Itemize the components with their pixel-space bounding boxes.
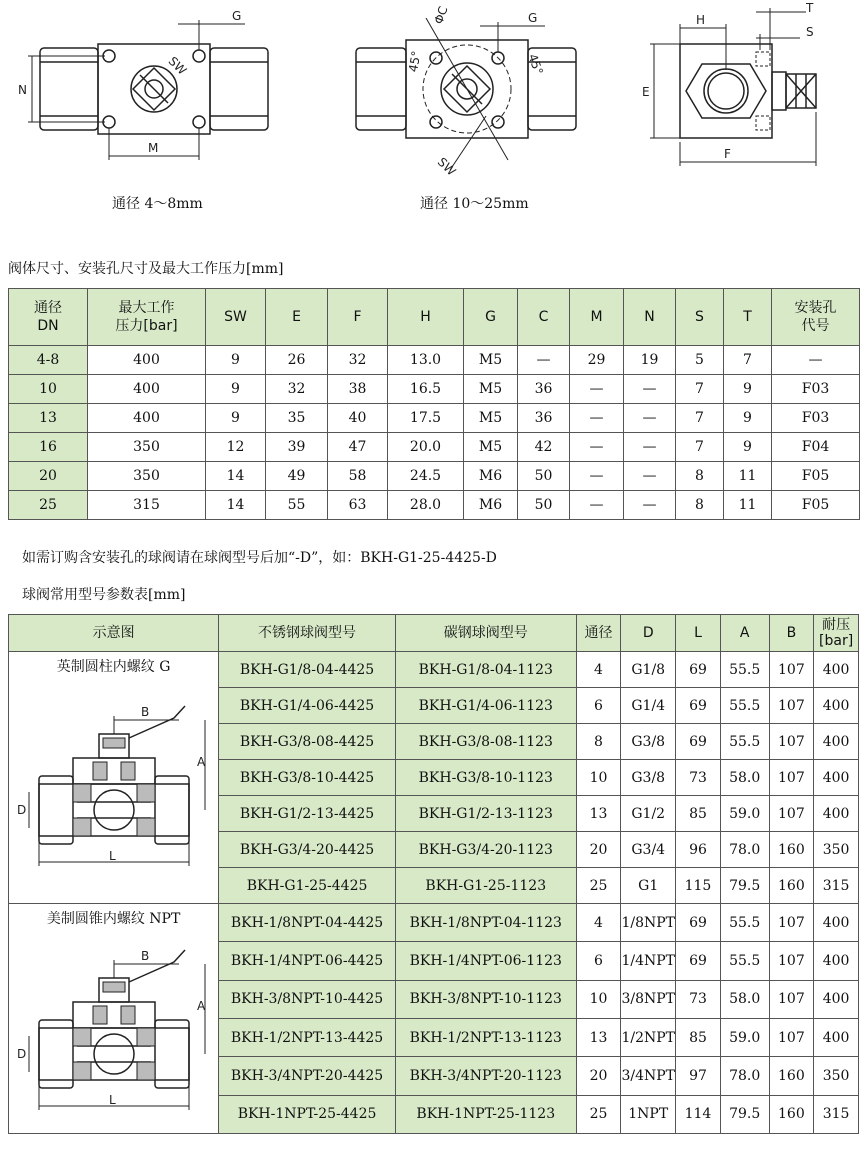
table-cell: 4 bbox=[576, 652, 621, 688]
table-cell: 73 bbox=[676, 980, 721, 1018]
table-cell: 59.0 bbox=[720, 796, 769, 832]
table-cell: 7 bbox=[676, 404, 724, 433]
table-cell: 350 bbox=[88, 462, 206, 491]
table-cell: 36 bbox=[518, 375, 570, 404]
caption-fig2: 通径 10～25mm bbox=[420, 196, 529, 212]
table-cell: F04 bbox=[772, 433, 860, 462]
valve-drawing-4-8mm bbox=[0, 0, 290, 215]
table-row bbox=[9, 404, 860, 433]
table-cell: BKH-G3/8-08-1123 bbox=[395, 724, 576, 760]
table-row bbox=[9, 491, 860, 520]
table-cell: 9 bbox=[206, 404, 266, 433]
table-cell: BKH-1NPT-25-4425 bbox=[219, 1095, 396, 1133]
table-cell: 1/4NPT bbox=[621, 942, 676, 980]
header-b: B bbox=[769, 615, 814, 652]
table-cell: 4 bbox=[576, 904, 621, 942]
table-cell: 59.0 bbox=[720, 1018, 769, 1056]
table-cell: BKH-G1/2-13-4425 bbox=[219, 796, 396, 832]
table-cell: 7 bbox=[724, 346, 772, 375]
table-cell: BKH-1/4NPT-06-4425 bbox=[219, 942, 396, 980]
table-cell: G3/4 bbox=[621, 832, 676, 868]
table-cell: 8 bbox=[676, 491, 724, 520]
table-cell: 26 bbox=[266, 346, 328, 375]
table-cell: M5 bbox=[464, 433, 518, 462]
table-cell: 50 bbox=[518, 491, 570, 520]
table-cell: 5 bbox=[676, 346, 724, 375]
table-cell: 40 bbox=[328, 404, 388, 433]
table-cell: 32 bbox=[328, 346, 388, 375]
table-cell: 13 bbox=[576, 1018, 621, 1056]
table-cell: 160 bbox=[769, 1095, 814, 1133]
header-n: N bbox=[624, 289, 676, 346]
table-cell: 107 bbox=[769, 980, 814, 1018]
table-cell: BKH-1/8NPT-04-4425 bbox=[219, 904, 396, 942]
table-cell: 20.0 bbox=[388, 433, 464, 462]
table-cell: BKH-G3/8-08-4425 bbox=[219, 724, 396, 760]
table-cell: — bbox=[518, 346, 570, 375]
table-cell: 160 bbox=[769, 868, 814, 904]
table-cell: 69 bbox=[676, 942, 721, 980]
table-cell: 7 bbox=[676, 433, 724, 462]
dim-label-b: B bbox=[141, 705, 150, 719]
table-cell: 107 bbox=[769, 942, 814, 980]
table-cell: BKH-1NPT-25-1123 bbox=[395, 1095, 576, 1133]
table-cell: BKH-G1/4-06-1123 bbox=[395, 688, 576, 724]
table-cell: 107 bbox=[769, 760, 814, 796]
header-c: C bbox=[518, 289, 570, 346]
header-schematic: 示意图 bbox=[9, 615, 219, 652]
table-cell: 350 bbox=[88, 433, 206, 462]
table-row bbox=[9, 904, 859, 942]
table-cell: 14 bbox=[206, 491, 266, 520]
table-cell: 20 bbox=[576, 1057, 621, 1095]
table-cell: BKH-G1-25-1123 bbox=[395, 868, 576, 904]
table-cell: M6 bbox=[464, 462, 518, 491]
caption-fig1: 通径 4～8mm bbox=[112, 196, 203, 212]
table-cell: 29 bbox=[570, 346, 624, 375]
table-cell: 78.0 bbox=[720, 832, 769, 868]
table-cell: 55.5 bbox=[720, 904, 769, 942]
table-header-row bbox=[9, 289, 860, 346]
table-cell: 55.5 bbox=[720, 724, 769, 760]
table-cell: 160 bbox=[769, 1057, 814, 1095]
table-cell: 78.0 bbox=[720, 1057, 769, 1095]
table-cell: 9 bbox=[724, 375, 772, 404]
dim-label-l: L bbox=[109, 849, 116, 863]
table-cell: 114 bbox=[676, 1095, 721, 1133]
table-cell: BKH-G1/4-06-4425 bbox=[219, 688, 396, 724]
table1-title: 阀体尺寸、安装孔尺寸及最大工作压力[mm] bbox=[8, 261, 284, 277]
table-row bbox=[9, 462, 860, 491]
table-cell: 58.0 bbox=[720, 760, 769, 796]
table-cell: BKH-G3/4-20-4425 bbox=[219, 832, 396, 868]
table-cell: 350 bbox=[814, 1057, 859, 1095]
table-cell: 97 bbox=[676, 1057, 721, 1095]
table-cell: 315 bbox=[814, 1095, 859, 1133]
table-cell: 315 bbox=[814, 868, 859, 904]
table-cell: 28.0 bbox=[388, 491, 464, 520]
table-row bbox=[9, 433, 860, 462]
table-cell: BKH-1/4NPT-06-1123 bbox=[395, 942, 576, 980]
table-cell: — bbox=[624, 433, 676, 462]
table-cell: 7 bbox=[676, 375, 724, 404]
dim-label-s: S bbox=[806, 25, 814, 39]
table-cell: 36 bbox=[518, 404, 570, 433]
valve-drawing-10-25mm bbox=[340, 0, 590, 215]
header-max-pressure: 最大工作 压力[bar] bbox=[88, 289, 206, 346]
table-cell: 55.5 bbox=[720, 942, 769, 980]
header-l: L bbox=[676, 615, 721, 652]
table-cell: 19 bbox=[624, 346, 676, 375]
table-cell: 107 bbox=[769, 1018, 814, 1056]
schematic-cell-g bbox=[9, 652, 219, 904]
table-cell: 160 bbox=[769, 832, 814, 868]
table-cell: 3/8NPT bbox=[621, 980, 676, 1018]
header-t: T bbox=[724, 289, 772, 346]
table-cell: F03 bbox=[772, 375, 860, 404]
order-note: 如需订购含安装孔的球阀请在球阀型号后加“-D”，如：BKH-G1-25-4425-D bbox=[22, 550, 497, 566]
dim-label-a: A bbox=[197, 999, 206, 1013]
header-pressure: 耐压 [bar] bbox=[814, 615, 859, 652]
table-cell: 20 bbox=[9, 462, 88, 491]
table-cell: 85 bbox=[676, 1018, 721, 1056]
header-h: H bbox=[388, 289, 464, 346]
table-cell: 13 bbox=[9, 404, 88, 433]
table-cell: M6 bbox=[464, 491, 518, 520]
table-cell: 400 bbox=[814, 904, 859, 942]
table-cell: M5 bbox=[464, 346, 518, 375]
dimension-table bbox=[8, 288, 860, 520]
model-table bbox=[8, 614, 859, 1134]
table-cell: 55.5 bbox=[720, 652, 769, 688]
table-cell: 400 bbox=[88, 375, 206, 404]
header-a: A bbox=[720, 615, 769, 652]
table-cell: 79.5 bbox=[720, 1095, 769, 1133]
table-cell: BKH-3/8NPT-10-4425 bbox=[219, 980, 396, 1018]
table-cell: 24.5 bbox=[388, 462, 464, 491]
table-cell: 4-8 bbox=[9, 346, 88, 375]
table-cell: 400 bbox=[814, 688, 859, 724]
table-cell: 38 bbox=[328, 375, 388, 404]
table-cell: BKH-G3/8-10-1123 bbox=[395, 760, 576, 796]
dim-label-e: E bbox=[642, 85, 650, 99]
table-cell: — bbox=[624, 491, 676, 520]
table-cell: — bbox=[624, 404, 676, 433]
table-cell: 400 bbox=[814, 942, 859, 980]
table-cell: BKH-1/8NPT-04-1123 bbox=[395, 904, 576, 942]
table-cell: BKH-G1/2-13-1123 bbox=[395, 796, 576, 832]
dim-label-h: H bbox=[696, 13, 706, 27]
table-cell: — bbox=[624, 375, 676, 404]
table-cell: 25 bbox=[576, 1095, 621, 1133]
table2-title: 球阀常用型号参数表[mm] bbox=[22, 587, 186, 603]
table-cell: 400 bbox=[88, 404, 206, 433]
table-cell: 13 bbox=[576, 796, 621, 832]
dim-label-a: A bbox=[197, 755, 206, 769]
dim-label-g: G bbox=[232, 9, 242, 23]
table-cell: 69 bbox=[676, 724, 721, 760]
table-cell: 49 bbox=[266, 462, 328, 491]
table-cell: 13.0 bbox=[388, 346, 464, 375]
table-cell: 58 bbox=[328, 462, 388, 491]
table-cell: BKH-G1/8-04-4425 bbox=[219, 652, 396, 688]
table-row bbox=[9, 375, 860, 404]
table-cell: 73 bbox=[676, 760, 721, 796]
table-cell: BKH-3/4NPT-20-4425 bbox=[219, 1057, 396, 1095]
dim-label-m: M bbox=[148, 141, 159, 155]
table-cell: 63 bbox=[328, 491, 388, 520]
table-cell: 25 bbox=[576, 868, 621, 904]
table-cell: G1/2 bbox=[621, 796, 676, 832]
table-cell: 79.5 bbox=[720, 868, 769, 904]
table-cell: 32 bbox=[266, 375, 328, 404]
table-cell: 11 bbox=[724, 491, 772, 520]
group-label-g: 英制圆柱内螺纹 G bbox=[56, 659, 171, 675]
table-cell: 6 bbox=[576, 688, 621, 724]
table-cell: 400 bbox=[814, 724, 859, 760]
dim-label-l: L bbox=[109, 1093, 116, 1107]
table-cell: 400 bbox=[814, 980, 859, 1018]
dim-label-g2: G bbox=[528, 11, 538, 25]
table-cell: 1/8NPT bbox=[621, 904, 676, 942]
table-row bbox=[9, 652, 859, 688]
table-cell: 107 bbox=[769, 652, 814, 688]
table-cell: 400 bbox=[88, 346, 206, 375]
table-cell: 350 bbox=[814, 832, 859, 868]
table-cell: — bbox=[570, 433, 624, 462]
header-s: S bbox=[676, 289, 724, 346]
dim-label-angle-left: 45° bbox=[406, 49, 424, 74]
dim-label-angle-right: 45° bbox=[525, 51, 546, 77]
dim-label-b: B bbox=[141, 949, 150, 963]
table-cell: 1NPT bbox=[621, 1095, 676, 1133]
table-cell: 96 bbox=[676, 832, 721, 868]
dim-label-sw2: SW bbox=[434, 154, 459, 179]
header-dn: 通径 DN bbox=[9, 289, 88, 346]
table-cell: — bbox=[624, 462, 676, 491]
valve-side-view-drawing bbox=[640, 0, 860, 180]
table-cell: 12 bbox=[206, 433, 266, 462]
dim-label-d: D bbox=[17, 1047, 27, 1061]
table-cell: 400 bbox=[814, 1018, 859, 1056]
table-cell: BKH-3/4NPT-20-1123 bbox=[395, 1057, 576, 1095]
table-cell: 8 bbox=[676, 462, 724, 491]
table-cell: 47 bbox=[328, 433, 388, 462]
table-cell: 10 bbox=[9, 375, 88, 404]
table-cell: 107 bbox=[769, 904, 814, 942]
table-cell: 400 bbox=[814, 652, 859, 688]
table-cell: G1 bbox=[621, 868, 676, 904]
dim-label-sw: SW bbox=[165, 53, 190, 78]
table-cell: 16.5 bbox=[388, 375, 464, 404]
table-cell: — bbox=[570, 462, 624, 491]
table-cell: G3/8 bbox=[621, 760, 676, 796]
table-cell: G1/8 bbox=[621, 652, 676, 688]
table-cell: BKH-G3/4-20-1123 bbox=[395, 832, 576, 868]
table-cell: F03 bbox=[772, 404, 860, 433]
table-cell: F05 bbox=[772, 462, 860, 491]
table-cell: 69 bbox=[676, 904, 721, 942]
table-cell: 10 bbox=[576, 980, 621, 1018]
table-cell: 55 bbox=[266, 491, 328, 520]
group-label-npt: 美制圆锥内螺纹 NPT bbox=[46, 911, 181, 927]
schematic-cell-npt bbox=[9, 904, 219, 1134]
table-cell: 400 bbox=[814, 760, 859, 796]
table-cell: BKH-1/2NPT-13-1123 bbox=[395, 1018, 576, 1056]
table-header-row bbox=[9, 615, 859, 652]
table-cell: 69 bbox=[676, 652, 721, 688]
table-row bbox=[9, 346, 860, 375]
table-cell: 14 bbox=[206, 462, 266, 491]
dim-label-c: ΦC bbox=[431, 4, 451, 27]
header-mount-code: 安装孔 代号 bbox=[772, 289, 860, 346]
dim-label-d: D bbox=[17, 803, 27, 817]
table-cell: 35 bbox=[266, 404, 328, 433]
table-cell: BKH-G3/8-10-4425 bbox=[219, 760, 396, 796]
table-cell: 107 bbox=[769, 796, 814, 832]
header-e: E bbox=[266, 289, 328, 346]
table-cell: G3/8 bbox=[621, 724, 676, 760]
dim-label-t: T bbox=[806, 1, 814, 15]
table-cell: 50 bbox=[518, 462, 570, 491]
table-cell: — bbox=[772, 346, 860, 375]
table-cell: 10 bbox=[576, 760, 621, 796]
table-cell: BKH-G1-25-4425 bbox=[219, 868, 396, 904]
header-stainless-model: 不锈钢球阀型号 bbox=[219, 615, 396, 652]
header-dn: 通径 bbox=[576, 615, 621, 652]
table-cell: M5 bbox=[464, 404, 518, 433]
table-cell: 107 bbox=[769, 688, 814, 724]
table-cell: 42 bbox=[518, 433, 570, 462]
table-cell: 315 bbox=[88, 491, 206, 520]
table-cell: 400 bbox=[814, 796, 859, 832]
header-f: F bbox=[328, 289, 388, 346]
dim-label-n: N bbox=[18, 83, 27, 97]
table-cell: 20 bbox=[576, 832, 621, 868]
ball-valve-section-drawing-npt bbox=[9, 928, 214, 1133]
table-cell: 25 bbox=[9, 491, 88, 520]
table-cell: 11 bbox=[724, 462, 772, 491]
header-sw: SW bbox=[206, 289, 266, 346]
table-cell: 9 bbox=[724, 433, 772, 462]
table-cell: 16 bbox=[9, 433, 88, 462]
header-m: M bbox=[570, 289, 624, 346]
header-d: D bbox=[621, 615, 676, 652]
table-cell: 85 bbox=[676, 796, 721, 832]
table-cell: — bbox=[570, 375, 624, 404]
table-cell: BKH-G1/8-04-1123 bbox=[395, 652, 576, 688]
table-cell: F05 bbox=[772, 491, 860, 520]
table-cell: 58.0 bbox=[720, 980, 769, 1018]
dim-label-f: F bbox=[724, 147, 731, 161]
table-cell: — bbox=[570, 404, 624, 433]
table-cell: 69 bbox=[676, 688, 721, 724]
table-cell: 39 bbox=[266, 433, 328, 462]
table-cell: 1/2NPT bbox=[621, 1018, 676, 1056]
table-cell: BKH-3/8NPT-10-1123 bbox=[395, 980, 576, 1018]
header-g: G bbox=[464, 289, 518, 346]
table-cell: BKH-1/2NPT-13-4425 bbox=[219, 1018, 396, 1056]
header-carbon-model: 碳钢球阀型号 bbox=[395, 615, 576, 652]
table-cell: G1/4 bbox=[621, 688, 676, 724]
table-cell: 115 bbox=[676, 868, 721, 904]
table-cell: 107 bbox=[769, 724, 814, 760]
ball-valve-section-drawing bbox=[9, 676, 214, 891]
table-cell: 9 bbox=[724, 404, 772, 433]
table-cell: 8 bbox=[576, 724, 621, 760]
table-cell: 55.5 bbox=[720, 688, 769, 724]
table-cell: — bbox=[570, 491, 624, 520]
table-cell: 9 bbox=[206, 346, 266, 375]
table-cell: 9 bbox=[206, 375, 266, 404]
table-cell: M5 bbox=[464, 375, 518, 404]
table-cell: 17.5 bbox=[388, 404, 464, 433]
table-cell: 6 bbox=[576, 942, 621, 980]
table-cell: 3/4NPT bbox=[621, 1057, 676, 1095]
